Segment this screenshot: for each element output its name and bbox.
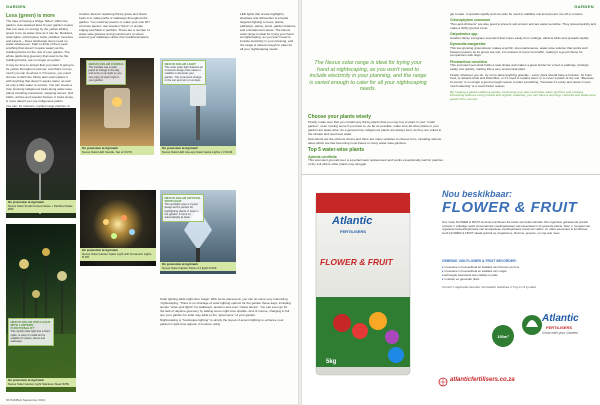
bag-brand: Atlantic	[332, 215, 373, 227]
paragraph: Another idea for replacing thirsty grass and flower beds is to make paths or walkways throughout the garden. You could lay pavers or make your own DIY concrete pavers; use wooden "discs" or simple edging and flank in pebbles. These are a number of water-wise grasses and groundcovers to select around your walkways rather than traditional lawns.	[79, 12, 151, 40]
paragraph: gle to take. It spreads rapidly and can also be used to stabilise soil and prevent run-off or erosion.	[450, 12, 584, 16]
promo-caption-ornament	[80, 248, 156, 261]
callout-solar-light	[162, 60, 206, 85]
promo-name: Nexus Solar LED Lite-ups Solar Globe Lights x 3	[162, 149, 225, 154]
paragraph: Succulents are the obvious choice and there are many varieties to choose from, including various aloes which are fast becoming must-haves in many water-wise gardens.	[308, 137, 442, 145]
solar-lights-illustration	[6, 224, 76, 392]
paragraph: Finally, whatever you do, try not to plant anything greedily – every plant should have a function. Its fruits food, or attracts birds and butterflies, or it's used to replace lawn, or to cover a patch of dry soil. "Because it's pretty" is no longer a good enough reason to plant something, "because it's pretty and doesn't need much watering" is a much better reason.	[450, 72, 594, 89]
paragraph: Nightscaping or "landscape lighting" is simply the layout of accent lighting to enhance your garden's night-time appeal. It involves using	[160, 317, 284, 326]
brand-tagline: Grow with your Garden	[542, 331, 578, 335]
bag-product: FLOWER & FRUIT	[320, 257, 393, 267]
promo-caption-crystal	[160, 262, 236, 271]
ad-benefits-list	[442, 265, 592, 281]
plant-name: Chlorophytum comosum	[450, 18, 491, 23]
section-tag-left: GARDEN	[6, 4, 26, 9]
callout-title: NEXUS SOLAR LIGHT	[164, 61, 197, 66]
promo-price: R 9/9	[82, 255, 89, 260]
ad-body-text: Ons nuwe FLOWER & FRUIT kunsmis kombineer die beste van beide wêrelde. Die organiese gebaseerde produk verbeter n volledige reeks (voornaamste voedingstowwe) wat essensieel is vir gesonde plante. Deur 'n mengsel van organiese bemestingstowwe met anorganiese voedingstowwe (sowel as makro- en mikro-elemente) te kombineer, word FLOWER & FRUIT ideaal gebruik op vrugtebome, blomme, groente, en nog vele meer.	[442, 220, 591, 236]
promo-name: Nexus Solar Garden Light Stainless Steel	[8, 381, 62, 386]
callout-text: This stylish solar light has a fixed spike, is easy to install and is suitable for patios, lawns and walkways.	[10, 330, 50, 344]
paragraph: "Hen-and-chickens" are also good to prevent soil erosion and are water-sensitive. They spread quickly and make a thrifty ground cover.	[450, 21, 596, 30]
paragraph: You can, for instance, replace large patches of	[6, 103, 70, 108]
paragraph: Finally, make sure that you contain any thirsty plants that you may buy or plant in your "small garden", even moving some if you have to. As far as possible, make sure all other plants in your garden are water-wise. As a general rule, indigenous plants are always best, as they are suited to the climate and need less water.	[308, 120, 442, 136]
list-item: ▸ 'n sterker en gesonder plant	[442, 277, 592, 281]
callout-title: NEXUS SOLAR CRYSTAL SPOTLIGHT	[164, 195, 201, 203]
paragraph: It may be time to accept that your lawn is going to be yellow throughout summer, and that's not too much you can do about it. Of course, you could choose to ditch the thirsty lawn and replace it with anything that doesn't require water, as well as only a little water to survive. You can create a truly stunning indigenous beds along water-wise plants including succulents, stepping stones, bird baths, arches and wooden frames. It looks lovely, is more ideal if you use indigenous plants.	[6, 63, 74, 103]
promo-title: On promotion at Agrimark	[82, 248, 118, 252]
plant-name: Dymondia margaretae	[450, 42, 486, 47]
promo-caption-globe	[160, 146, 236, 155]
callout-text: The candles use a solar panel to charge in the day and turns on at night so you can enjoy its warm light in your garden.	[88, 65, 122, 82]
paragraph: This succulent perennial holds a neat shape and makes a great border for a bed or pathway. Cuttings easily root quickly, making this a very economical plant.	[450, 63, 589, 72]
brand-sub: FERTILISERS	[546, 325, 573, 330]
article-column-2	[79, 13, 153, 42]
subheading-top-5: Top 5 water-wise plants	[308, 147, 365, 154]
promo-caption-path	[6, 378, 76, 387]
globe-icon	[438, 377, 448, 387]
paragraph: LED lights that create highlights, shadows and silhouettes to provide targeted lighting to trees, plants, pathways, patios, pools, garden features and entertainment areas. The Nexus solar range is ideal for trying your hand at nightscaping, as you won't need to include electricity in your planning, and the range is varied enough to cater for all your nightscaping needs.	[240, 12, 296, 52]
paragraph: This low-growing groundcover makes a terrific, low-maintenance, water-wise solution that works well between pavers as its grows low soil. It is tolerant of some foot traffic, making it a good choice for companions with dogs.	[450, 45, 588, 58]
article-column-4	[450, 13, 596, 104]
promo-title: On promotion at Agrimark	[82, 146, 118, 150]
article-column-3b	[308, 114, 444, 168]
promo-title: On promotion at Agrimark	[8, 378, 44, 382]
photo-solar-garden-lights	[6, 224, 76, 392]
promo-price: R149	[225, 149, 233, 154]
promo-caption-small	[6, 200, 76, 213]
article-column-3	[240, 13, 296, 53]
ad-title-available: Nou beskikbaar:	[442, 189, 513, 199]
paragraph: This succulent groundcover is a perfect lawn replacement and works exceptionally well for patches of dry soil where other plants may struggle	[308, 158, 443, 167]
promo-name: Nexus Solar Garden Spike Light with Ornament Lights	[82, 251, 152, 256]
page-footer-left: 56 PAMBrat September 2019	[6, 398, 45, 402]
atlantic-fertilisers-ad	[302, 174, 600, 405]
atlantic-logo	[520, 305, 590, 353]
article-column-2b	[160, 298, 292, 328]
bag-sub: FERTILISERS	[340, 229, 367, 234]
coverage-badge: 150m²	[492, 325, 514, 347]
promo-price: R259	[62, 381, 69, 386]
ad-title-product: FLOWER & FRUIT	[442, 199, 578, 216]
callout-solar-candle	[86, 60, 126, 85]
callout-title: NEXUS SOLAR CANDLE	[88, 61, 124, 66]
subheading-choose-plants: Choose your plants wisely	[308, 114, 372, 120]
green-closing-quote: By creating a garden-within-a-garden minimising your lawn and other water guzzlers and creating interesting features using natural and organic materials, you can have a stunning, colourful and water-wise garden this summer.	[450, 89, 596, 102]
paragraph: The idea of having a bridge "Eden" within the garden, less-watered area of your garden means that you save on energy by the yellow adding space to be as water wise as it can be. Boulders, solar lights, old bicycles, beds, pebbles, benches and pavers – these landscape items need no water whatsoever. Start to think of them (and anything that doesn't require water) as the building blocks for the rest of your garden. The whole gardening greenery that used to be the building blocks, are no longer an option.	[6, 19, 74, 63]
promo-caption-candle	[80, 146, 154, 155]
promo-price: R199	[209, 265, 217, 270]
promo-price: R89	[8, 207, 14, 212]
ad-note: Ons leef 'n uitgebreide natuurlike, hoë kwaliteit, beskikbaar in 5 kg en 15 kg sakke.	[442, 286, 537, 289]
section-tag-right: GARDEN	[574, 4, 594, 9]
callout-title: NEXUS SOLAR PATH LIGHT WITH LANTERN FUNCTIONALITY	[10, 319, 51, 331]
promo-title: On promotion at Agrimark	[8, 200, 44, 204]
callout-path-light	[8, 318, 54, 346]
promo-price: R79	[126, 149, 132, 154]
brand-name: Atlantic	[542, 313, 579, 324]
promo-name: Nexus Solar LED Candle, Set of 3	[82, 149, 126, 154]
list-item: ▸ 'n toename in hoeveelheid en kwaliteit van vrugte	[442, 269, 592, 273]
plant-name: Aptenia cordifolia	[308, 154, 337, 159]
promo-name: Nexus Solar Garden Pack of 4 lights	[162, 265, 209, 270]
promo-title: On promotion at Agrimark	[162, 146, 198, 150]
plant-name: Plectranthus neochilus	[450, 59, 488, 64]
bag-weight: 5kg	[326, 359, 337, 365]
callout-crystal	[162, 194, 204, 222]
list-item: ▸ 'n toename in hoeveelheid en kwaliteit van blomme per bos	[442, 265, 592, 269]
promo-title: On promotion at Agrimark	[162, 262, 198, 266]
promo-name: Nexus Solar Small Frosted Glass + Pebbled Stake	[8, 203, 73, 208]
article-heading: Less (green) is more	[6, 13, 55, 19]
callout-text: This solar spike light features an ornament design that makes it suitable to decorate your garden. The ornaments charge in the sun and turn on at dusk.	[164, 65, 204, 82]
ad-website-link[interactable]: atlanticfertilisers.co.za	[450, 377, 515, 383]
list-item: ▸ verhoogde weerstand teen siektes en plae	[442, 273, 592, 277]
plant-name: Carpobrotus spp.	[450, 32, 479, 37]
pull-quote: The Nexus solar range is ideal for trying your hand at nightscaping, as you won't need to include electricity in your planning, and the range is varied enough to cater for all your nightscaping needs.	[309, 60, 427, 93]
left-page	[0, 0, 298, 404]
paragraph: Solar lighting adds night-time magic. With stone placement, you can do some very interesting 'nightscaping.' There is no shortage of solar lighting options for the garden these days, including simple "solar spot lights" for walkways, lanterns and even "street lamps". You can even go for the lack of daytime greenery by adding some night-time sparkle. And of course, charging in full sun your garden for solar way adds to the "greenness" of your garden.	[160, 297, 291, 317]
callout-text: This spotlight uses a crystal design and is perfect for highlighting plants or trees in the garden. It turns on automatically at dusk.	[164, 203, 199, 220]
paragraph: Another hardy, evergreen succulent that copes easily from cuttings, attracts birds and spreads rapidly.	[450, 35, 590, 40]
ad-list-title: GEBRUIK VAN FLOWER & FRUIT BEVORDER:	[442, 259, 517, 263]
